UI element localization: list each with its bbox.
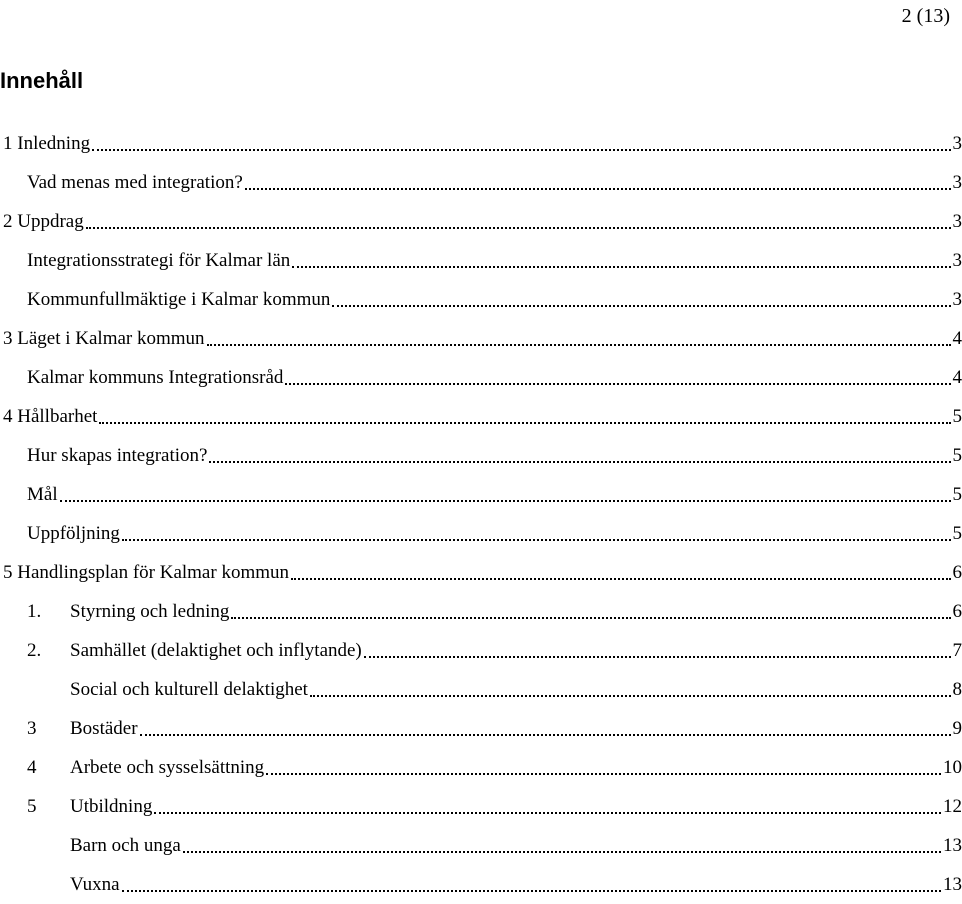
toc-entry[interactable] [0, 280, 962, 319]
toc-entry-title: Vuxna [70, 874, 120, 896]
toc-entry[interactable] [0, 124, 962, 163]
toc-entry-number: 5 [27, 796, 70, 818]
toc-entry-title: Integrationsstrategi för Kalmar län [27, 250, 290, 272]
toc-entry-page-number: 9 [953, 718, 962, 740]
toc-entry-page-number: 12 [943, 796, 962, 818]
toc-entry-title: 5 Handlingsplan för Kalmar kommun [3, 562, 289, 584]
dot-leader [332, 305, 950, 307]
toc-entry[interactable] [0, 709, 962, 748]
toc-entry-number: 4 [27, 757, 70, 779]
toc-entry[interactable] [0, 553, 962, 592]
dot-leader [140, 734, 951, 736]
toc-entry[interactable] [0, 787, 962, 826]
toc-entry-title: Vad menas med integration? [27, 172, 243, 194]
toc-entry-title: Barn och unga [70, 835, 181, 857]
toc-entry-title: Arbete och sysselsättning [70, 757, 264, 779]
dot-leader [245, 188, 951, 190]
toc-entry-title: Samhället (delaktighet och inflytande) [70, 640, 362, 662]
toc-entry[interactable] [0, 865, 962, 904]
toc-entry-page-number: 7 [953, 640, 962, 662]
page-number: 2 (13) [902, 4, 950, 28]
toc-entry-number: 2. [27, 640, 70, 662]
toc-entry-page-number: 3 [953, 211, 962, 233]
toc-entry[interactable] [0, 670, 962, 709]
toc-entry[interactable] [0, 592, 962, 631]
toc-entry-page-number: 3 [953, 133, 962, 155]
dot-leader [99, 422, 950, 424]
toc-entry-title: Hur skapas integration? [27, 445, 207, 467]
toc-entry-title: 3 Läget i Kalmar kommun [3, 328, 205, 350]
toc-entry-page-number: 6 [953, 562, 962, 584]
toc-entry[interactable] [0, 358, 962, 397]
toc-entry-title: Uppföljning [27, 523, 120, 545]
toc-entry-page-number: 3 [953, 172, 962, 194]
dot-leader [207, 344, 951, 346]
dot-leader [364, 656, 951, 658]
dot-leader [154, 812, 941, 814]
dot-leader [92, 149, 950, 151]
toc-entry-title: Utbildning [70, 796, 152, 818]
toc-entry-page-number: 5 [953, 523, 962, 545]
toc-entry-title: 1 Inledning [3, 133, 90, 155]
toc-entry-page-number: 3 [953, 250, 962, 272]
toc-entry-page-number: 13 [943, 874, 962, 896]
dot-leader [86, 227, 951, 229]
dot-leader [285, 383, 950, 385]
toc-entry[interactable] [0, 826, 962, 865]
toc-entry-page-number: 3 [953, 289, 962, 311]
toc-entry-title: Kalmar kommuns Integrationsråd [27, 367, 283, 389]
toc-entry-title: Bostäder [70, 718, 138, 740]
dot-leader [292, 266, 950, 268]
toc-entry[interactable] [0, 514, 962, 553]
toc-entry[interactable] [0, 319, 962, 358]
toc-entry-title: Kommunfullmäktige i Kalmar kommun [27, 289, 330, 311]
dot-leader [122, 890, 941, 892]
toc-entry[interactable] [0, 241, 962, 280]
toc-entry[interactable] [0, 631, 962, 670]
dot-leader [291, 578, 950, 580]
dot-leader [231, 617, 950, 619]
dot-leader [183, 851, 941, 853]
toc-entry[interactable] [0, 163, 962, 202]
toc-entry-number: 3 [27, 718, 70, 740]
toc-entry-page-number: 4 [953, 328, 962, 350]
toc-entry-page-number: 6 [953, 601, 962, 623]
toc-entry-page-number: 5 [953, 445, 962, 467]
toc-entry-title: Styrning och ledning [70, 601, 229, 623]
toc-entry-title: 2 Uppdrag [3, 211, 84, 233]
table-of-contents [0, 124, 962, 904]
dot-leader [310, 695, 951, 697]
toc-entry-page-number: 5 [953, 406, 962, 428]
dot-leader [266, 773, 941, 775]
toc-entry[interactable] [0, 475, 962, 514]
toc-entry[interactable] [0, 202, 962, 241]
toc-entry-title: Mål [27, 484, 58, 506]
toc-entry-title: 4 Hållbarhet [3, 406, 97, 428]
toc-entry[interactable] [0, 748, 962, 787]
toc-entry-page-number: 5 [953, 484, 962, 506]
toc-entry[interactable] [0, 397, 962, 436]
toc-entry[interactable] [0, 436, 962, 475]
dot-leader [122, 539, 951, 541]
toc-entry-title: Social och kulturell delaktighet [70, 679, 308, 701]
toc-entry-page-number: 13 [943, 835, 962, 857]
toc-entry-page-number: 10 [943, 757, 962, 779]
dot-leader [60, 500, 951, 502]
toc-entry-page-number: 8 [953, 679, 962, 701]
toc-entry-page-number: 4 [953, 367, 962, 389]
dot-leader [209, 461, 950, 463]
toc-heading: Innehåll [0, 66, 83, 96]
toc-entry-number: 1. [27, 601, 70, 623]
